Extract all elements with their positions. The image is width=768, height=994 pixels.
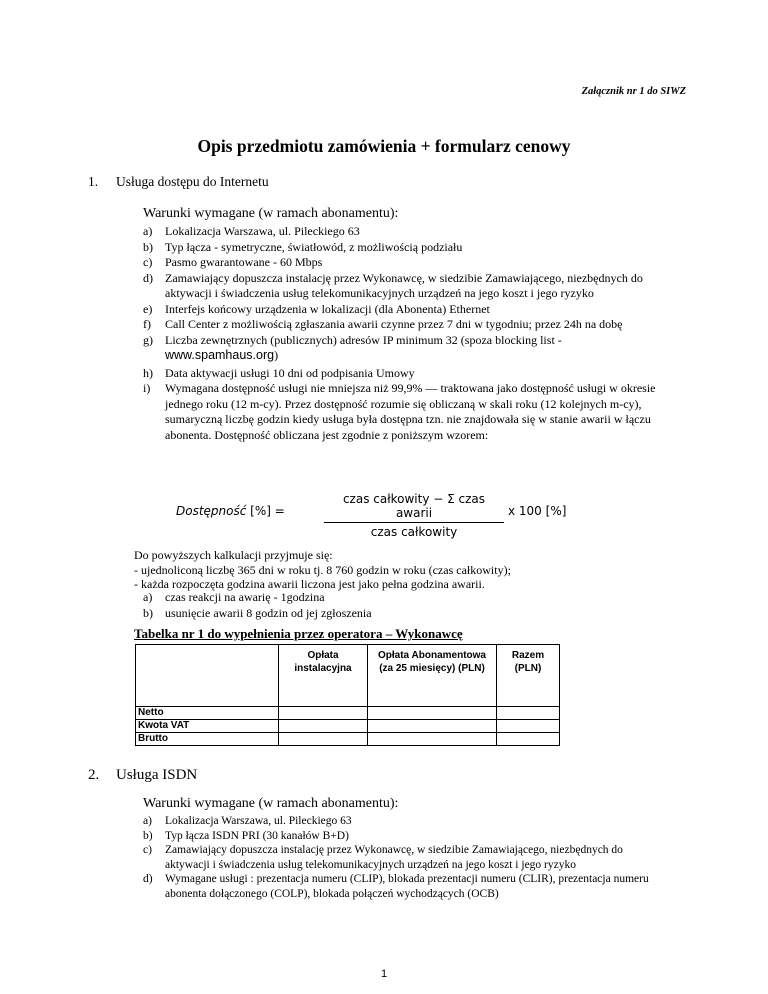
formula-numerator: czas całkowity − Σ czas awarii	[324, 492, 504, 523]
list-item	[143, 302, 663, 318]
table-cell[interactable]	[279, 707, 368, 720]
list-item	[143, 843, 663, 872]
list-item-text: usunięcie awarii 8 godzin od jej zgłoszenia	[165, 605, 372, 620]
price-table	[135, 644, 560, 746]
list-item-label: b)	[143, 829, 153, 842]
table-header-row	[136, 645, 560, 707]
table-cell[interactable]	[368, 707, 497, 720]
list-item-label: i)	[143, 381, 151, 395]
calc-line: - ujednoliconą liczbę 365 dni w roku tj. 8 760 godzin w roku (czas całkowity);	[134, 562, 511, 577]
formula-fraction	[324, 492, 504, 539]
table-caption: Tabelka nr 1 do wypełnienia przez operatora – Wykonawcę	[134, 626, 463, 641]
list-item	[143, 606, 663, 622]
list-item-text: Data aktywacji usługi 10 dni od podpisania Umowy	[165, 365, 415, 380]
table-row	[136, 720, 560, 733]
table-header-cell	[136, 645, 279, 707]
list-item-text: Zamawiający dopuszcza instalację przez Wykonawcę, w siedzibie Zamawiającego, niezbędnych do aktywacji i świadczenia usług telekomunikacyjnych urządzeń na jego koszt i jego ryzyko	[165, 844, 623, 871]
list-item	[143, 317, 663, 333]
list-item	[143, 333, 663, 364]
list-item-label: f)	[143, 317, 151, 331]
calc-line: - każda rozpoczęta godzina awarii liczona jest jako pełna godzina awarii.	[134, 577, 485, 591]
list-item-text: Lokalizacja Warszawa, ul. Pileckiego 63	[165, 224, 360, 238]
list-item-text: Zamawiający dopuszcza instalację przez Wykonawcę, w siedzibie Zamawiającego, niezbędnych do aktywacji i świadczenia usług telekomunikacyjnych urządzeń na jego koszt i jego ryzyko	[165, 270, 643, 300]
list-item-label: a)	[143, 815, 152, 827]
list-item-text: Typ łącza - symetryczne, światłowód, z możliwością podziału	[165, 239, 463, 254]
list-item	[143, 814, 663, 829]
list-item-label: g)	[143, 332, 153, 347]
list-item-text: Typ łącza ISDN PRI (30 kanałów B+D)	[165, 829, 349, 842]
calculation-assumptions	[134, 548, 634, 592]
section-2-heading	[88, 767, 198, 784]
attachment-label: Załącznik nr 1 do SIWZ	[581, 86, 686, 97]
list-item-label: c)	[143, 844, 152, 856]
table-cell[interactable]	[497, 720, 560, 733]
table-row	[136, 733, 560, 746]
section-2-subheading: Warunki wymagane (w ramach abonamentu):	[143, 796, 399, 811]
list-item	[143, 271, 663, 302]
table-header-cell: Opłata Abonamentowa (za 25 miesięcy) (PLN)	[368, 645, 497, 707]
list-item	[143, 381, 663, 443]
availability-formula	[160, 492, 640, 539]
list-item-text-end: )	[274, 348, 279, 362]
formula-rhs: x 100 [%]	[508, 504, 567, 518]
list-item-label: h)	[143, 365, 153, 380]
table-row	[136, 707, 560, 720]
list-item-text: czas reakcji na awarię - 1godzina	[165, 590, 325, 604]
list-item-text: Call Center z możliwością zgłaszania awarii czynne przez 7 dni w tygodniu; przez 24h na dobę	[165, 317, 623, 331]
page-number: 1	[380, 968, 388, 980]
list-item-label: b)	[143, 239, 153, 254]
section-1-conditions-list	[143, 224, 663, 443]
list-item-text: Wymagane usługi : prezentacja numeru (CLIP), blokada prezentacji numeru (CLIR), prezentacja numeru abonenta dołączonego (COLP), blokada połączeń wychodzących (OCB)	[165, 873, 649, 900]
formula-lhs	[176, 504, 285, 518]
list-item	[143, 240, 663, 256]
table-cell[interactable]	[497, 707, 560, 720]
list-item	[143, 829, 663, 844]
row-label: Kwota VAT	[136, 720, 279, 733]
table-cell[interactable]	[279, 733, 368, 746]
list-item-label: a)	[143, 590, 153, 604]
list-item	[143, 366, 663, 382]
formula-lhs-unit: [%] =	[250, 504, 285, 518]
calc-line: Do powyższych kalkulacji przyjmuje się:	[134, 548, 333, 562]
list-item	[143, 224, 663, 240]
section-2-title: Usługa ISDN	[116, 767, 198, 783]
list-item-label: e)	[143, 301, 153, 316]
table-header-cell: Razem (PLN)	[497, 645, 560, 707]
table-cell[interactable]	[279, 720, 368, 733]
table-cell[interactable]	[368, 733, 497, 746]
section-2-conditions-list	[143, 814, 663, 901]
row-label: Netto	[136, 707, 279, 720]
list-item	[143, 872, 663, 901]
section-1-heading	[88, 174, 269, 190]
section-2-number: 2.	[88, 767, 100, 783]
spamhaus-link: www.spamhaus.org	[165, 348, 275, 362]
page-title: Opis przedmiotu zamówienia + formularz cenowy	[197, 136, 571, 156]
section-1-number: 1.	[88, 174, 99, 189]
list-item-text: Wymagana dostępność usługi nie mniejsza niż 99,9% — traktowana jako dostępność usługi w okresie jednego roku (12 m-cy). Przez dostępność rozumie się obliczaną w skali roku (12 kolejnych m-cy), sumaryczną liczbę godzin kiedy usługa była dostępna tzn. nie znajdowała się w stanie awarii w łączu abonenta. Dostępność obliczana jest zgodnie z poniższym wzorem:	[165, 381, 656, 442]
list-item-text: Lokalizacja Warszawa, ul. Pileckiego 63	[165, 815, 352, 827]
table-cell[interactable]	[368, 720, 497, 733]
table-cell[interactable]	[497, 733, 560, 746]
list-item-text: Liczba zewnętrznych (publicznych) adresów IP minimum 32 (spoza blocking list -	[165, 332, 562, 347]
failure-terms-list	[143, 590, 663, 621]
table-header-cell: Opłata instalacyjna	[279, 645, 368, 707]
formula-lhs-term: Dostępność	[176, 504, 247, 518]
row-label: Brutto	[136, 733, 279, 746]
list-item-label: a)	[143, 224, 153, 238]
list-item-text: Pasmo gwarantowane - 60 Mbps	[165, 255, 323, 269]
list-item-label: b)	[143, 605, 153, 620]
list-item-label: d)	[143, 270, 153, 285]
list-item	[143, 255, 663, 271]
list-item-label: d)	[143, 873, 153, 885]
formula-denominator: czas całkowity	[370, 525, 458, 539]
list-item	[143, 590, 663, 606]
list-item-text: Interfejs końcowy urządzenia w lokalizacji (dla Abonenta) Ethernet	[165, 301, 490, 316]
section-1-subheading: Warunki wymagane (w ramach abonamentu):	[143, 206, 399, 221]
list-item-label: c)	[143, 255, 153, 269]
section-1-title: Usługa dostępu do Internetu	[116, 174, 269, 189]
